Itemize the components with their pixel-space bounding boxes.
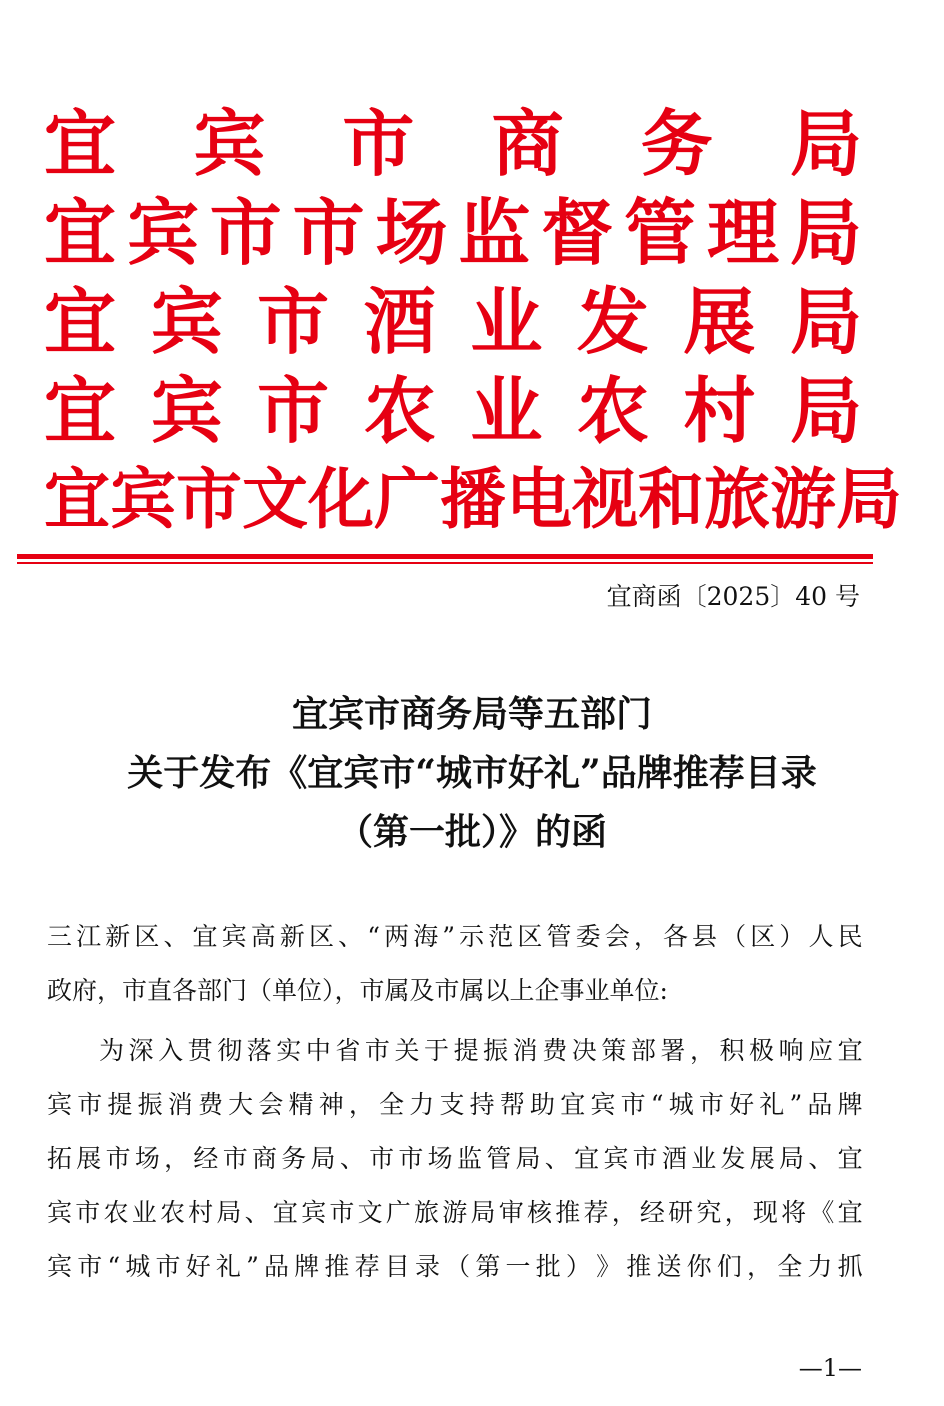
agency-commerce: 宜 宾 市 商 务 局: [44, 102, 862, 186]
addressee-line-2: 政府，市直各部门（单位），市属及市属以上企事业单位:: [47, 976, 668, 1005]
addressee: [47, 910, 863, 1018]
agency-market-supervision: 宜 宾 市 市 场 监 督 管 理 局: [44, 191, 862, 275]
agency-agriculture: 宜 宾 市 农 业 农 村 局: [44, 369, 862, 453]
title-line-3: （第一批）》的函: [336, 811, 607, 853]
body-line-3: 拓 展 市 场 ， 经 市 商 务 局 、 市 市 场 监 管 局 、 宜 宾 市 酒 业 发 展 局 、 宜: [47, 1144, 863, 1173]
agency-liquor-industry: 宜 宾 市 酒 业 发 展 局: [44, 280, 862, 364]
title-line-1: 宜宾市商务局等五部门: [291, 693, 652, 735]
page-number: —1—: [798, 1354, 862, 1382]
body-line-4: 宾 市 农 业 农 村 局 、 宜 宾 市 文 广 旅 游 局 审 核 推 荐 ， 经 研 究 ， 现 将 《 宜: [47, 1198, 863, 1227]
body-line-1: 为 深 入 贯 彻 落 实 中 省 市 关 于 提 振 消 费 决 策 部 署 ， 积 极 响 应 宜: [99, 1036, 863, 1065]
body-line-5: 宾 市 “ 城 市 好 礼 ” 品 牌 推 荐 目 录 （ 第 一 批 ） 》 推 送 你 们 ， 全 力 抓: [47, 1252, 863, 1281]
body-paragraph: [47, 1024, 863, 1294]
addressee-line-1: 三 江 新 区 、 宜 宾 高 新 区 、 “ 两 海 ” 示 范 区 管 委 会 ， 各 县 （ 区 ） 人 民: [47, 922, 863, 951]
agency-culture-tourism: 宜 宾 市 文 化 广 播 电 视 和 旅 游 局: [44, 461, 902, 538]
title-line-2: 关于发布《宜宾市“城市好礼”品牌推荐目录: [127, 752, 817, 794]
header-red-rule: [17, 554, 873, 559]
header-red-rule-thin: [17, 562, 873, 564]
body-line-2: 宾 市 提 振 消 费 大 会 精 神 ， 全 力 支 持 帮 助 宜 宾 市 “ 城 市 好 礼 ” 品 牌: [47, 1090, 863, 1119]
document-number: 宜商函〔2025〕40 号: [606, 582, 860, 611]
